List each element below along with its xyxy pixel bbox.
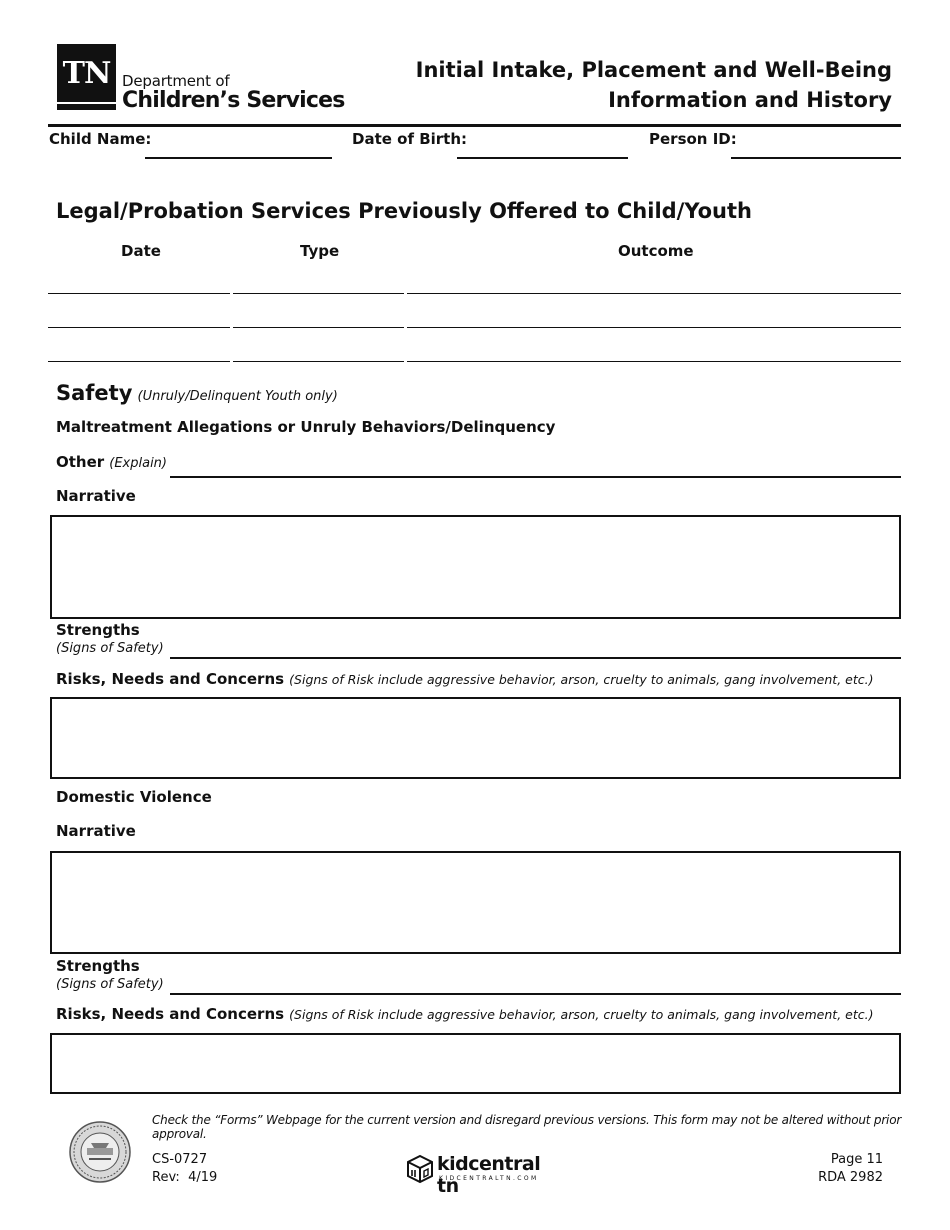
form-title (416, 55, 892, 115)
logo-agency-text: Children’s Services (122, 88, 345, 113)
legal-row2-date-field[interactable] (48, 327, 230, 328)
dob-field[interactable] (457, 157, 628, 159)
legal-row3-date-field[interactable] (48, 361, 230, 362)
safety-heading-text: Safety (56, 381, 133, 405)
header-rule (48, 124, 901, 127)
form-revision: Rev: 4/19 (152, 1170, 218, 1185)
safety-heading (56, 381, 338, 405)
footer-note: Check the “Forms” Webpage for the current version and disregard previous versions. This form may not be altered without prior approval. (152, 1113, 902, 1141)
dv-risks-textarea[interactable] (50, 1033, 901, 1094)
dv-narrative-label: Narrative (56, 822, 136, 840)
column-header-type: Type (300, 242, 340, 260)
other-label-text: Other (56, 453, 105, 471)
dv-strengths-label: Strengths (56, 957, 140, 975)
child-name-label: Child Name: (49, 130, 152, 148)
risks-label-text: Risks, Needs and Concerns (56, 670, 285, 688)
kidcentral-text: kidcentral tn (437, 1153, 541, 1197)
strengths-label: Strengths (56, 621, 140, 639)
safety-narrative-textarea[interactable] (50, 515, 901, 619)
page-number: Page 11 (830, 1152, 883, 1167)
risks-label-note: (Signs of Risk include aggressive behavior, arson, cruelty to animals, gang involvement, etc.) (289, 672, 874, 687)
logo-department-text: Department of (122, 72, 230, 90)
column-header-date: Date (121, 242, 161, 260)
kidcentral-url: KIDCENTRALTN.COM (439, 1175, 539, 1182)
legal-row1-outcome-field[interactable] (407, 293, 901, 294)
state-seal-icon (69, 1121, 131, 1183)
legal-row1-date-field[interactable] (48, 293, 230, 294)
child-name-field[interactable] (145, 157, 332, 159)
logo-underline (57, 104, 116, 110)
legal-row2-type-field[interactable] (233, 327, 404, 328)
risks-label (56, 669, 873, 688)
maltreatment-label: Maltreatment Allegations or Unruly Behaviors/Delinquency (56, 418, 556, 436)
safety-heading-note: (Unruly/Delinquent Youth only) (137, 389, 338, 404)
form-number: CS-0727 (152, 1152, 208, 1167)
column-header-outcome: Outcome (618, 242, 694, 260)
dv-risks-label-note: (Signs of Risk include aggressive behavior, arson, cruelty to animals, gang involvement, etc.) (289, 1007, 874, 1022)
dv-risks-label-text: Risks, Needs and Concerns (56, 1005, 285, 1023)
safety-risks-textarea[interactable] (50, 697, 901, 779)
person-id-label: Person ID: (649, 130, 737, 148)
legal-row1-type-field[interactable] (233, 293, 404, 294)
legal-row3-type-field[interactable] (233, 361, 404, 362)
legal-row2-outcome-field[interactable] (407, 327, 901, 328)
dob-label: Date of Birth: (352, 130, 468, 148)
rda-number: RDA 2982 (818, 1170, 883, 1185)
other-explain-field[interactable] (170, 476, 901, 478)
legal-row3-outcome-field[interactable] (407, 361, 901, 362)
other-label-note: (Explain) (109, 456, 167, 471)
dv-narrative-textarea[interactable] (50, 851, 901, 954)
dv-strengths-field[interactable] (170, 993, 901, 995)
domestic-violence-heading: Domestic Violence (56, 788, 212, 806)
dv-strengths-note: (Signs of Safety) (56, 977, 164, 992)
safety-strengths-field[interactable] (170, 657, 901, 659)
other-label (56, 452, 167, 471)
kidcentral-logo (405, 1153, 545, 1197)
kidcentral-cube-icon (405, 1154, 435, 1184)
narrative-label: Narrative (56, 487, 136, 505)
form-title-line1: Initial Intake, Placement and Well-Being (415, 58, 892, 82)
dv-risks-label (56, 1004, 873, 1023)
person-id-field[interactable] (731, 157, 901, 159)
strengths-note: (Signs of Safety) (56, 641, 164, 656)
form-title-line2: Information and History (608, 88, 892, 112)
legal-section-heading: Legal/Probation Services Previously Offered to Child/Youth (56, 199, 752, 223)
tn-logo-mark: TN (57, 44, 116, 102)
